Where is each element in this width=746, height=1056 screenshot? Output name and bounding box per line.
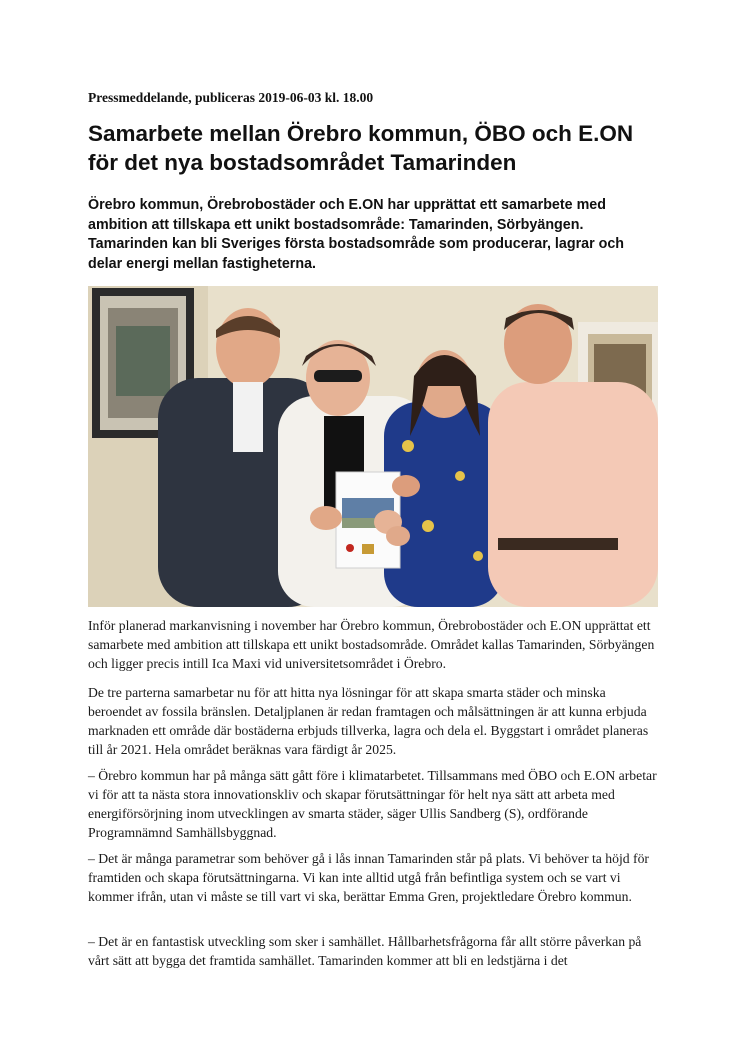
lead-paragraph: Örebro kommun, Örebrobostäder och E.ON har upprättat ett samarbete med ambition att tillskapa ett unikt bostadsområde: Tamarinden, Sörbyängen. Tamarinden kan bli Sveriges första bostadsområde som producerar, lagrar och delar energi mellan fastigheterna.: [88, 197, 625, 273]
body-paragraph-4: – Det är många parametrar som behöver gå i lås innan Tamarinden står på plats. Vi behöver ta höjd för framtiden och skapa förutsättningarna. Vi kan inte alltid utgå från befintliga system och se vart vi kommer ifrån, utan vi måste se till vart vi ska, berättar Emma Gren, projektledare Örebro kommun.: [88, 851, 649, 904]
body-paragraph-5: – Det är en fantastisk utveckling som sker i samhället. Hållbarhetsfrågorna får allt större påverkan på vårt sätt att bygga det framtida samhället. Tamarinden kommer att bli en ledstjärna i det: [88, 934, 642, 968]
body-paragraph-2: De tre parterna samarbetar nu för att hitta nya lösningar för att skapa smarta städer och minska beroendet av fossila bränslen. Detaljplanen är redan framtagen och målsättningen är att kunna erbjuda marknaden ett område där bostäderna erbjuds tillverka, lagra och dela el. Byggstart i området planeras till år 2021. Hela området beräknas vara färdigt år 2025.: [88, 685, 649, 757]
publication-dateline: Pressmeddelande, publiceras 2019-06-03 kl. 18.00: [88, 90, 374, 105]
body-paragraph-3: – Örebro kommun har på många sätt gått före i klimatarbetet. Tillsammans med ÖBO och E.ON arbetar vi för att ta nästa stora innovationskliv och skapar förutsättningar för helt nya sätt att arbeta med energiförsörjning inom utvecklingen av smarta städer, säger Ullis Sandberg (S), ordförande Programnämnd Samhällsbyggnad.: [88, 768, 657, 840]
group-photo: [88, 286, 658, 607]
body-paragraph-1: Inför planerad markanvisning i november har Örebro kommun, Örebrobostäder och E.ON upprättat ett samarbete med ambition att tillskapa ett unikt bostadsområde. Området kallas Tamarinden, Sörbyängen och ligger precis intill Ica Maxi vid universitetsområdet i Örebro.: [88, 618, 655, 671]
page-title: Samarbete mellan Örebro kommun, ÖBO och E.ON för det nya bostadsområdet Tamarinden: [88, 121, 634, 175]
